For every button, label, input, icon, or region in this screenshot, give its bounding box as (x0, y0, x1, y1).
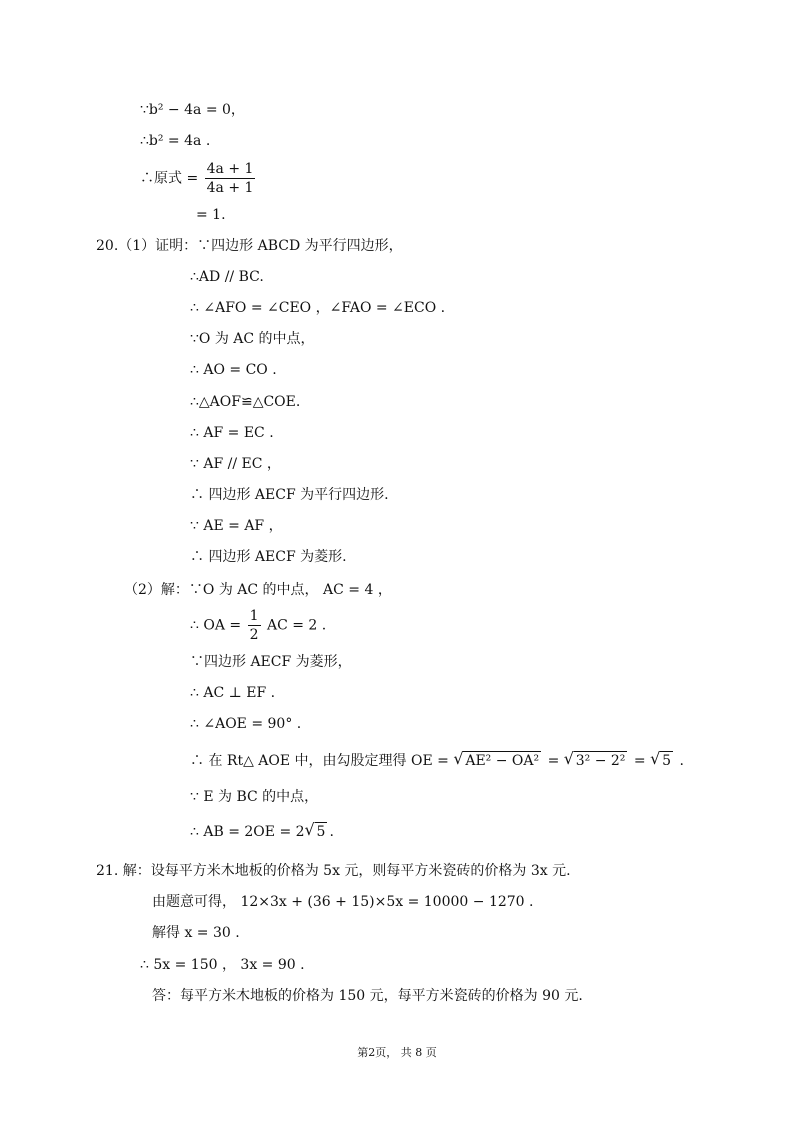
line-text: （2）解：∵O 为 AC 的中点， AC = 4 ， (124, 582, 392, 598)
line-text: ∴ 5x = 150 ， 3x = 90 . (140, 957, 305, 973)
radicand: 5 (316, 824, 326, 840)
step-b-squared-equals-4a (140, 131, 210, 151)
q20-step-ae-equals-af (190, 516, 283, 536)
q20-step-perpendicular (190, 683, 275, 703)
q20-step-right-angle (190, 714, 301, 734)
radicand: AE² − OA² (465, 753, 540, 769)
line-text: 20.（1）证明：∵四边形 ABCD 为平行四边形， (96, 238, 403, 254)
line-text: ∴ AC ⊥ EF . (190, 685, 276, 701)
line-text: ∵O 为 AC 的中点， (190, 331, 315, 347)
q20-step-parallelogram (190, 485, 389, 505)
q20-part2-header (124, 580, 392, 600)
q20-step-angles-equal (190, 298, 445, 318)
q20-step-af-equals-ec (190, 423, 274, 443)
fraction-numerator: 4a + 1 (206, 161, 254, 177)
line-text: ∴ 四边形 AECF 为平行四边形. (190, 487, 389, 503)
q21-solve-x (152, 923, 240, 943)
equals-sign: = (547, 753, 560, 769)
radicand: 5 (662, 753, 671, 769)
line-text: ∴△AOF≌△COE. (190, 394, 301, 410)
period: . (329, 824, 334, 840)
line-text: 21. 解：设每平方米木地板的价格为 5x 元，则每平方米瓷砖的价格为 3x 元. (96, 863, 571, 879)
fraction (205, 160, 256, 197)
fraction (248, 607, 261, 644)
page-footer (0, 1044, 794, 1060)
q20-step-rhombus-given (190, 652, 352, 672)
q20-step-ao-equals-co (190, 360, 277, 380)
line-text: ∴ ∠AFO = ∠CEO ，∠FAO = ∠ECO . (190, 300, 446, 316)
q20-step-pythagorean (190, 751, 684, 771)
step-original-expression (140, 160, 257, 197)
q20-step-e-midpoint (190, 787, 318, 807)
line-text: ∵b² − 4a = 0， (140, 102, 245, 118)
fraction-denominator: 4a + 1 (206, 180, 254, 196)
fraction-denominator: 2 (249, 627, 259, 643)
line-text: ∴b² = 4a . (140, 133, 211, 149)
line-text: = 1. (196, 207, 226, 223)
line-prefix: ∴ 在 Rt△ AOE 中，由勾股定理得 OE = (190, 753, 449, 769)
q20-step-congruent-triangles (190, 392, 300, 412)
line-text: ∵四边形 AECF 为菱形， (190, 654, 352, 670)
line-text: 答：每平方米木地板的价格为 150 元，每平方米瓷砖的价格为 90 元. (152, 988, 583, 1004)
sqrt-expression (564, 751, 628, 771)
q21-answer (152, 986, 583, 1006)
line-text: ∴ ∠AOE = 90° . (190, 716, 302, 732)
equals-sign: = (633, 753, 646, 769)
q20-step-af-parallel-ec (190, 454, 281, 474)
page-number-label: 第2页， 共 8 页 (357, 1046, 437, 1059)
line-prefix: ∴ AB = 2OE = 2 (190, 824, 305, 840)
q21-setup (96, 861, 571, 881)
radicand: 3² − 2² (575, 753, 626, 769)
line-text: ∴AD // BC. (190, 269, 264, 285)
line-text: ∴ AO = CO . (190, 362, 277, 378)
q20-part1-header (96, 236, 403, 256)
line-text: ∵ AF // EC ， (190, 456, 281, 472)
q20-step-ad-parallel-bc (190, 267, 264, 287)
q20-step-o-midpoint (190, 329, 315, 349)
line-text: ∵ AE = AF ， (190, 518, 283, 534)
line-text: ∴ 四边形 AECF 为菱形. (190, 549, 347, 565)
line-prefix: ∴ OA = (190, 617, 242, 634)
q21-equation (152, 892, 533, 912)
step-b-squared-minus-4a (140, 100, 245, 120)
q21-values (140, 955, 305, 975)
line-text: 由题意可得， 12×3x + (36 + 15)×5x = 10000 − 1270 . (152, 894, 534, 910)
sqrt-expression (650, 751, 673, 771)
q20-step-rhombus (190, 547, 347, 567)
line-text: 解得 x = 30 . (152, 925, 240, 941)
line-prefix: ∴原式 = (140, 170, 199, 187)
q20-step-oa-half-ac (190, 607, 326, 644)
fraction-numerator: 1 (249, 608, 259, 624)
line-suffix: AC = 2 . (266, 617, 327, 634)
sqrt-expression (453, 751, 541, 771)
q20-step-ab-result (190, 822, 334, 842)
line-text: ∴ AF = EC . (190, 425, 274, 441)
line-text: ∵ E 为 BC 的中点， (190, 789, 319, 805)
sqrt-expression (305, 822, 328, 842)
step-result-one (196, 205, 226, 225)
period: . (679, 753, 684, 769)
